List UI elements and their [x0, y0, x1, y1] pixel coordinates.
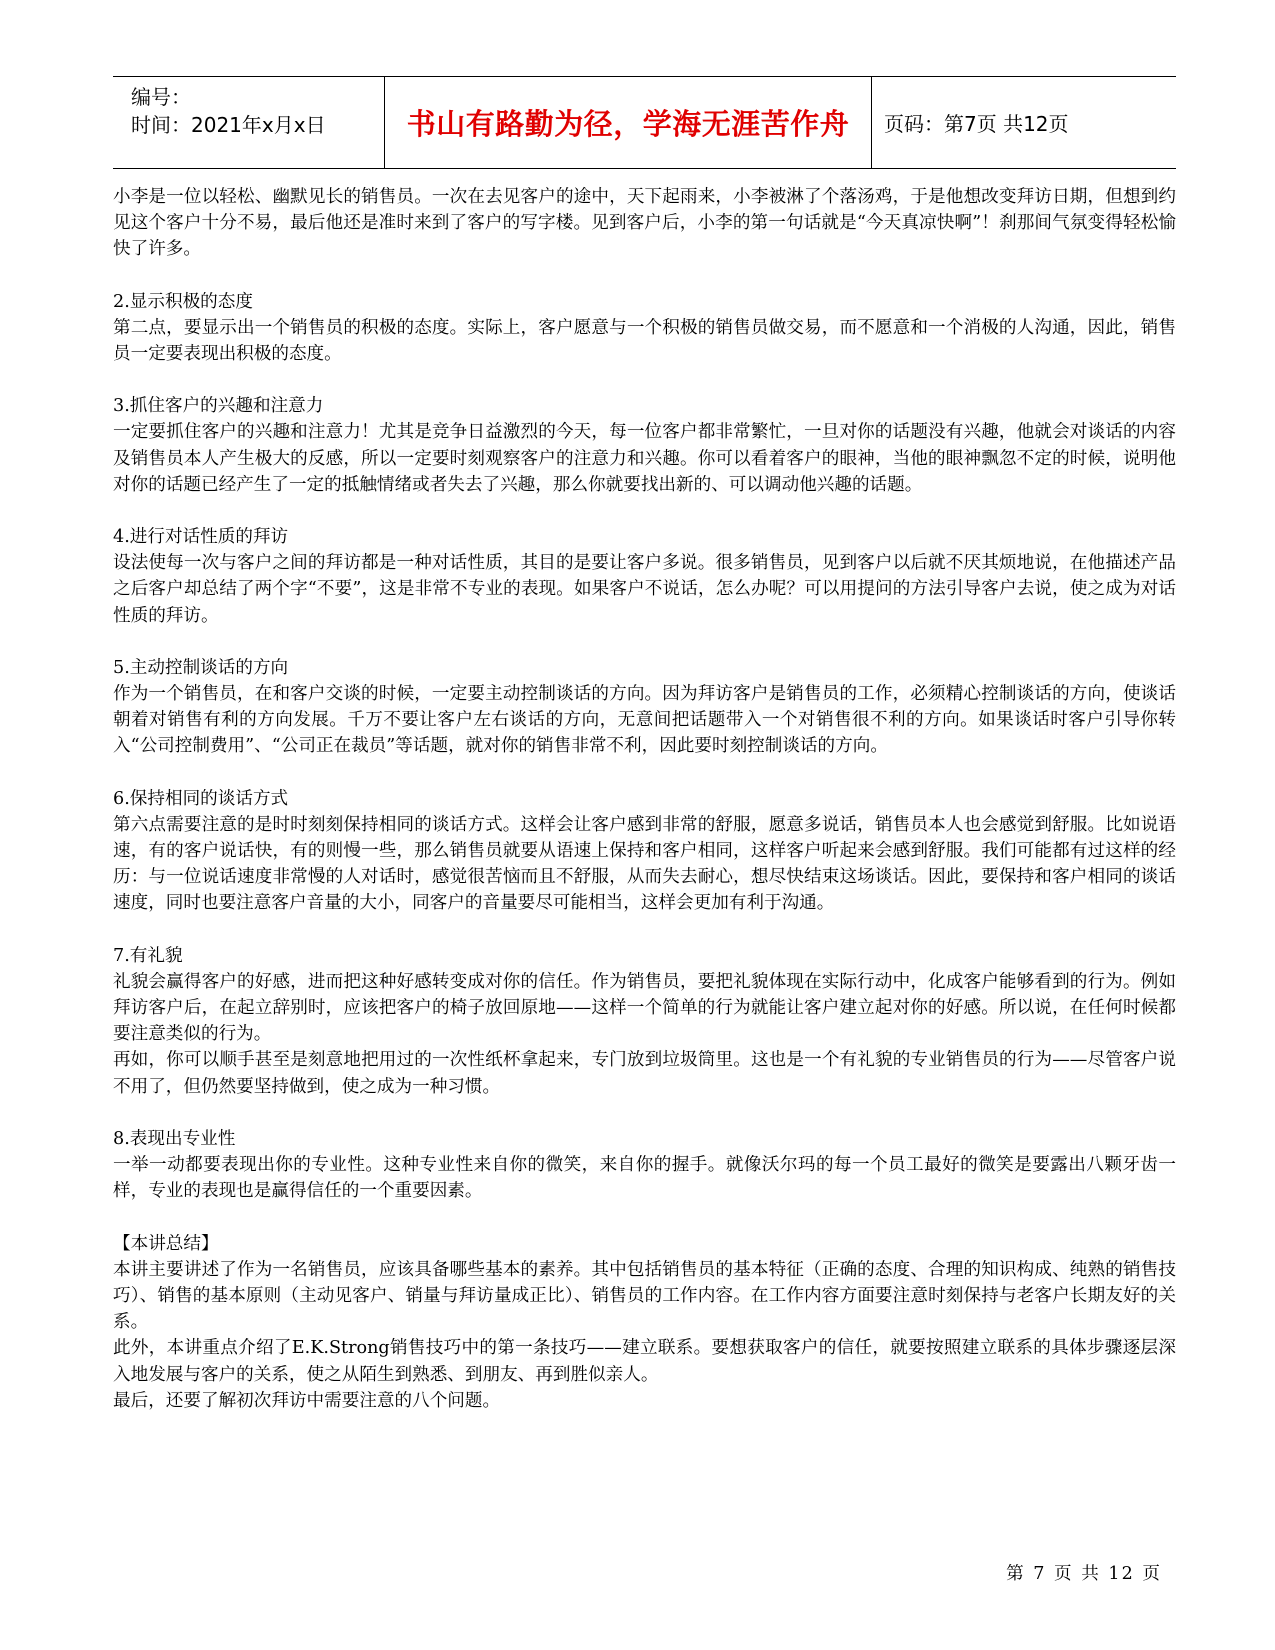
section-paragraph: 此外，本讲重点介绍了E.K.Strong销售技巧中的第一条技巧——建立联系。要想获取客户的信任，就要按照建立联系的具体步骤逐层深入地发展与客户的关系，使之从陌生到熟悉、到朋友、再到胜似亲人。: [113, 1338, 1176, 1385]
section-7: [113, 943, 1176, 1100]
intro-paragraph: 小李是一位以轻松、幽默见长的销售员。一次在去见客户的途中，天下起雨来，小李被淋了个落汤鸡，于是他想改变拜访日期，但想到约见这个客户十分不易，最后他还是准时来到了客户的写字楼。见到客户后，小李的第一句话就是“今天真凉快啊”！刹那间气氛变得轻松愉快了许多。: [113, 187, 1176, 260]
section-summary: [113, 1231, 1176, 1414]
document-body: [113, 184, 1176, 1414]
section-6: [113, 786, 1176, 917]
header-motto: 书山有路勤为径，学海无涯苦作舟: [406, 107, 850, 141]
section-paragraph: 一举一动都要表现出你的专业性。这种专业性来自你的微笑，来自你的握手。就像沃尔玛的每一个员工最好的微笑是要露出八颗牙齿一样，专业的表现也是赢得信任的一个重要因素。: [113, 1155, 1176, 1202]
section-heading: 4.进行对话性质的拜访: [113, 527, 289, 548]
section-paragraph: 礼貌会赢得客户的好感，进而把这种好感转变成对你的信任。作为销售员，要把礼貌体现在实际行动中，化成客户能够看到的行为。例如拜访客户后，在起立辞别时，应该把客户的椅子放回原地——这样一个简单的行为就能让客户建立起对你的好感。所以说，在任何时候都要注意类似的行为。: [113, 971, 1176, 1045]
section-paragraph: 设法使每一次与客户之间的拜访都是一种对话性质，其目的是要让客户多说。很多销售员，见到客户以后就不厌其烦地说，在他描述产品之后客户却总结了两个字“不要”，这是非常不专业的表现。如果客户不说话，怎么办呢？可以用提问的方法引导客户去说，使之成为对话性质的拜访。: [113, 553, 1176, 626]
document-header: [113, 76, 1176, 169]
footer-page-number: 第 7 页 共 12 页: [1006, 1564, 1162, 1584]
section-paragraph: 最后，还要了解初次拜访中需要注意的八个问题。: [113, 1390, 501, 1411]
section-3: [113, 393, 1176, 498]
section-paragraph: 第二点，要显示出一个销售员的积极的态度。实际上，客户愿意与一个积极的销售员做交易，而不愿意和一个消极的人沟通，因此，销售员一定要表现出积极的态度。: [113, 317, 1176, 365]
number-label: 编号：: [131, 85, 191, 109]
section-4: [113, 524, 1176, 629]
section-paragraph: 作为一个销售员，在和客户交谈的时候，一定要主动控制谈话的方向。因为拜访客户是销售员的工作，必须精心控制谈话的方向，使谈话朝着对销售有利的方向发展。千万不要让客户左右谈话的方向，无意间把话题带入一个对销售很不利的方向。如果谈话时客户引导你转入“公司控制费用”、“公司正在裁员”等话题，就对你的销售非常不利，因此要时刻控制谈话的方向。: [113, 684, 1176, 757]
section-2: [113, 289, 1176, 368]
section-heading: 7.有礼貌: [113, 945, 183, 966]
section-heading: 8.表现出专业性: [113, 1128, 236, 1149]
section-heading: 6.保持相同的谈话方式: [113, 788, 289, 809]
section-paragraph: 第六点需要注意的是时时刻刻保持相同的谈话方式。这样会让客户感到非常的舒服，愿意多说话，销售员本人也会感觉到舒服。比如说语速，有的客户说话快，有的则慢一些，那么销售员就要从语速上保持和客户相同，这样客户听起来会感到舒服。我们可能都有过这样的经历：与一位说话速度非常慢的人对话时，感觉很苦恼而且不舒服，从而失去耐心，想尽快结束这场谈话。因此，要保持和客户相同的谈话速度，同时也要注意客户音量的大小，同客户的音量要尽可能相当，这样会更加有利于沟通。: [113, 814, 1176, 914]
header-page-info: 页码：第7页 共12页: [884, 112, 1069, 136]
section-5: [113, 655, 1176, 760]
section-heading: 2.显示积极的态度: [113, 291, 253, 312]
section-8: [113, 1126, 1176, 1205]
motto-cell: [385, 77, 872, 168]
section-paragraph: 本讲主要讲述了作为一名销售员，应该具备哪些基本的素养。其中包括销售员的基本特征（正确的态度、合理的知识构成、纯熟的销售技巧）、销售的基本原则（主动见客户、销量与拜访量成正比）、销售员的工作内容。在工作内容方面要注意时刻保持与老客户长期友好的关系。: [113, 1259, 1176, 1333]
section-heading: 【本讲总结】: [113, 1233, 219, 1254]
page-footer: [1006, 1560, 1162, 1585]
section-paragraph: 再如，你可以顺手甚至是刻意地把用过的一次性纸杯拿起来，专门放到垃圾筒里。这也是一个有礼貌的专业销售员的行为——尽管客户说不用了，但仍然要坚持做到，使之成为一种习惯。: [113, 1050, 1176, 1097]
header-info-cell: [113, 77, 385, 168]
section-heading: 5.主动控制谈话的方向: [113, 657, 289, 678]
time-label: 时间：2021年x月x日: [131, 113, 326, 137]
section-paragraph: 一定要抓住客户的兴趣和注意力！尤其是竞争日益激烈的今天，每一位客户都非常繁忙，一旦对你的话题没有兴趣，他就会对谈话的内容及销售员本人产生极大的反感，所以一定要时刻观察客户的注意力和兴趣。你可以看着客户的眼神，当他的眼神飘忽不定的时候，说明他对你的话题已经产生了一定的抵触情绪或者失去了兴趣，那么你就要找出新的、可以调动他兴趣的话题。: [113, 422, 1176, 495]
page-info-cell: [872, 77, 1176, 168]
section-heading: 3.抓住客户的兴趣和注意力: [113, 396, 324, 417]
